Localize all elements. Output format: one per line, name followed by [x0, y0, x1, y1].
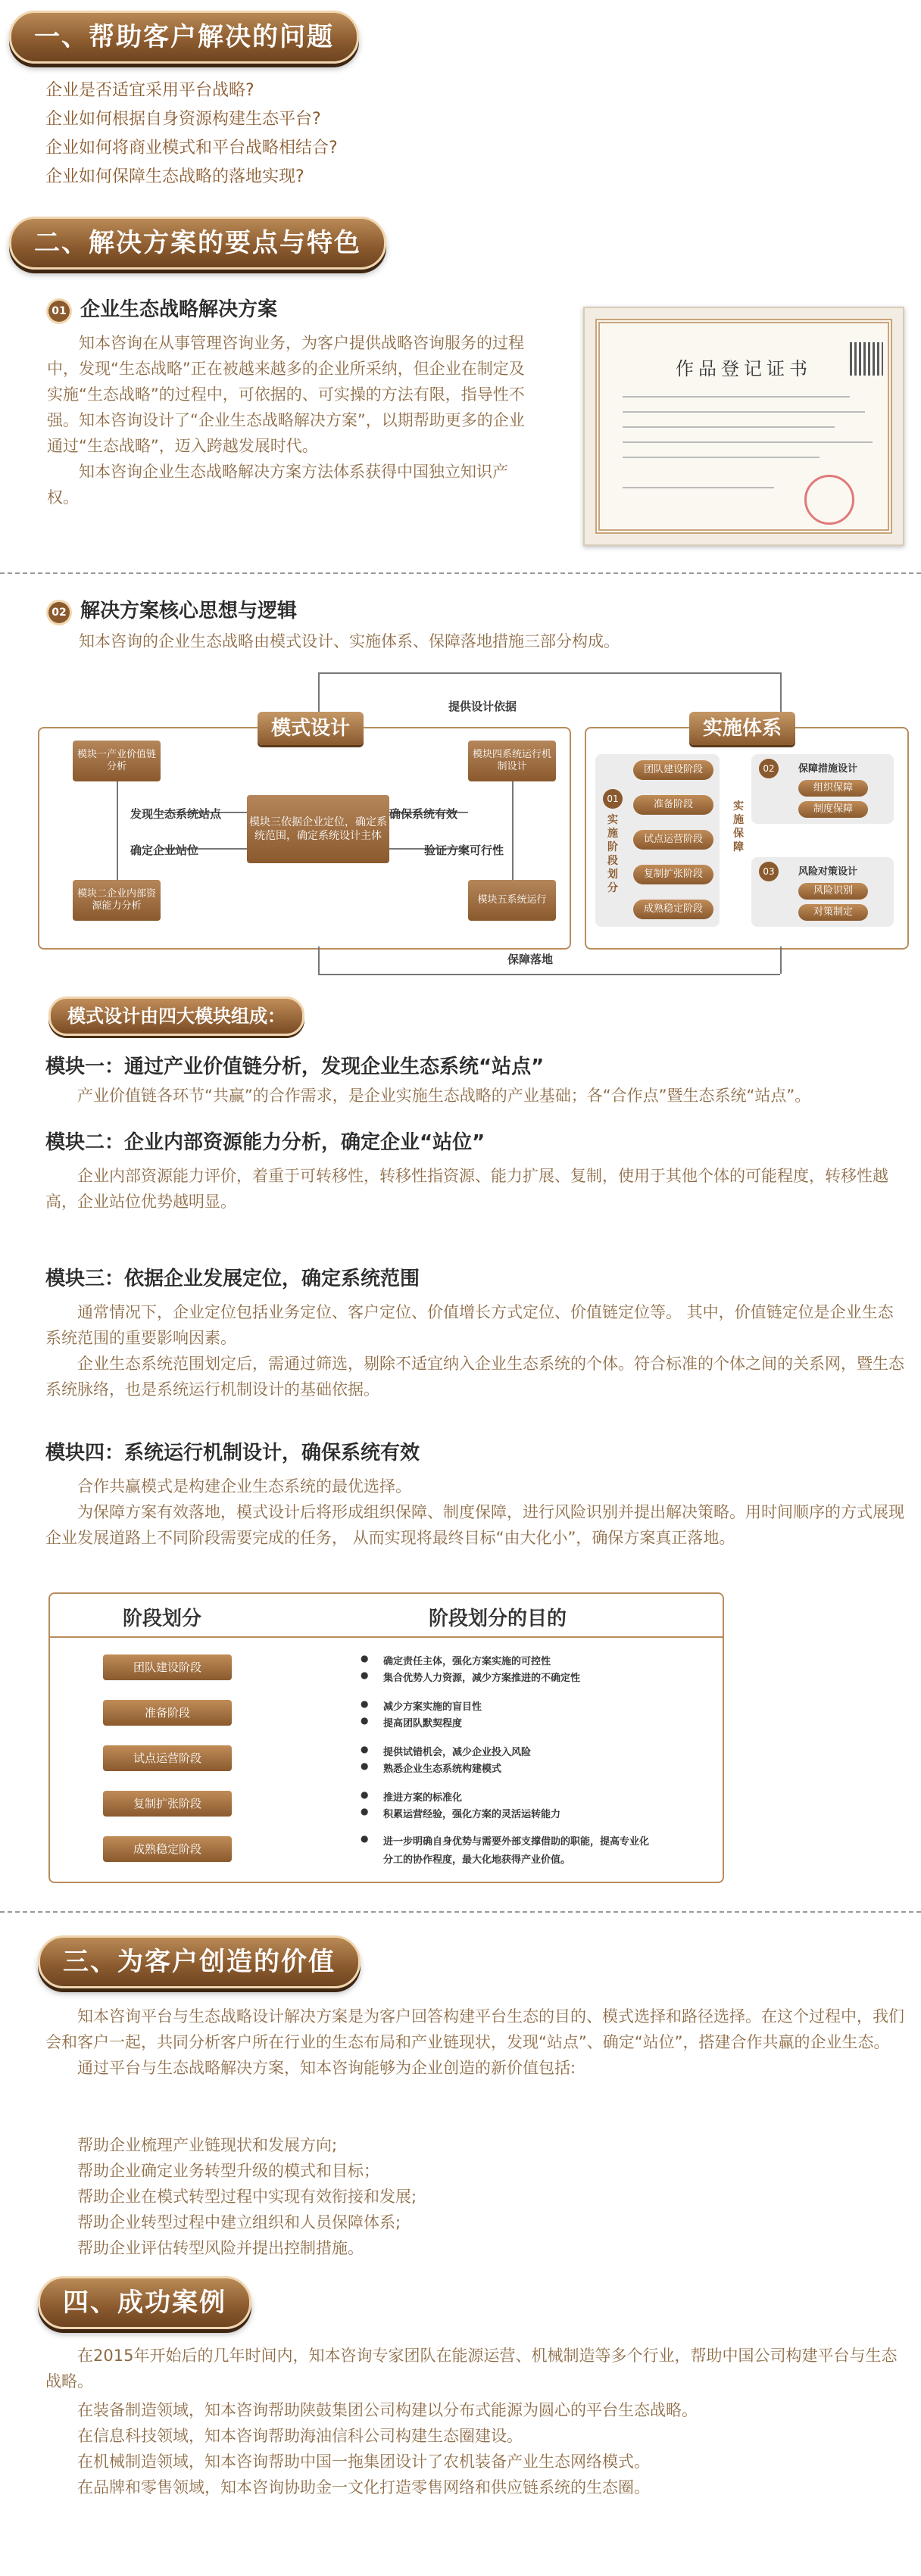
section3-paragraph: 知本咨询平台与生态战略设计解决方案是为客户回答构建平台生态的目的、模式选择和路径选择。在这个过程中，我们会和客户一起，共同分析客户所在行业的生态布局和产业链现状，发现“站点”、确定“站位”，搭建合作共赢的企业生态。	[45, 2007, 904, 2051]
table-stage-cell: 复制扩张阶段	[103, 1791, 232, 1817]
risk-circle: 03	[759, 862, 779, 881]
table-purpose-cell: ● 提高团队默契程度	[383, 1715, 462, 1729]
question-2: 企业如何根据自身资源构建生态平台?	[45, 110, 321, 129]
table-stage-cell: 准备阶段	[103, 1700, 232, 1726]
module3-text: 通常情况下，企业定位包括业务定位、客户定位、价值增长方式定位、价值链定位等。 其中，价值链定位是企业生态系统范围的重要影响因素。	[45, 1303, 894, 1347]
certificate-frame	[595, 319, 892, 534]
section1-header: 一、帮助客户解决的问题	[9, 11, 359, 64]
ensure-effective-label: 确保系统有效	[389, 807, 458, 821]
table-header-rule	[50, 1636, 723, 1638]
point1-body	[47, 330, 529, 510]
risk-pill: 对策制定	[798, 904, 868, 921]
section4-header: 四、成功案例	[38, 2276, 251, 2329]
point1-paragraph: 知本咨询在从事管理咨询业务，为客户提供战略咨询服务的过程中，发现“生态战略”正在被越来越多的企业所采纳，但企业在制定及实施“生态战略”的过程中，可依据的、可实操的方法有限，指导性不强。知本咨询设计了“企业生态战略解决方案”，以期帮助更多的企业通过“生态战略”，迈入跨越发展时代。	[47, 334, 525, 455]
module1-node: 模块一产业价值链分析	[73, 741, 161, 781]
case-item: 在装备制造领域，知本咨询帮助陕鼓集团公司构建以分布式能源为圆心的平台生态战略。	[77, 2401, 698, 2419]
point2-intro	[47, 628, 880, 654]
point2-title-text: 解决方案核心思想与逻辑	[80, 600, 298, 622]
certificate-text-line	[623, 426, 835, 428]
seal-stamp-icon	[804, 475, 854, 525]
certificate-image	[583, 307, 904, 546]
section3-paragraph: 通过平台与生态战略解决方案，知本咨询能够为企业创造的新价值包括:	[77, 2059, 576, 2077]
table-purpose-cell: ● 进一步明确自身优势与需要外部支撑借助的职能，提高专业化	[383, 1833, 649, 1848]
value-item: 帮助企业在模式转型过程中实现有效衔接和发展;	[77, 2188, 417, 2206]
module1-body	[45, 1083, 909, 1109]
table-purpose-cell: ● 提供试错机会，减少企业投入风险	[383, 1744, 531, 1758]
ensure-landing-label: 保障落地	[507, 953, 554, 966]
certificate-text-line	[623, 396, 850, 398]
case-item: 在信息科技领域，知本咨询帮助海油信科公司构建生态圈建设。	[77, 2427, 523, 2445]
connector-line	[318, 672, 780, 674]
module2-body	[45, 1163, 909, 1215]
section4-body	[45, 2343, 909, 2394]
divider	[0, 1911, 921, 1913]
guarantee-title: 保障措施设计	[798, 763, 858, 775]
table-purpose-cell: ● 推进方案的标准化	[383, 1789, 462, 1804]
module4-text: 合作共赢模式是构建企业生态系统的最优选择。	[77, 1477, 411, 1495]
table-purpose-cell: ● 减少方案实施的盲目性	[383, 1698, 482, 1713]
guarantee-circle: 02	[759, 759, 779, 778]
section4-paragraph: 在2015年开始后的几年时间内，知本咨询专家团队在能源运营、机械制造等多个行业，帮助中国公司构建平台与生态战略。	[45, 2347, 898, 2390]
phase-circle: 01	[603, 789, 623, 809]
case-item: 在品牌和零售领域，知本咨询协助金一文化打造零售网络和供应链系统的生态圈。	[77, 2478, 650, 2496]
risk-title: 风险对策设计	[798, 866, 858, 878]
phase-pill: 团队建设阶段	[633, 760, 713, 780]
point2-title	[48, 595, 297, 623]
connector-line	[780, 947, 782, 974]
section2-header: 二、解决方案的要点与特色	[9, 217, 386, 270]
module5-node: 模块五系统运行	[468, 880, 556, 921]
connector-line	[318, 947, 320, 974]
module4-text: 为保障方案有效落地，模式设计后将形成组织保障、制度保障，进行风险识别并提出解决策略。用时间顺序的方式展现企业发展道路上不同阶段需要完成的任务， 从而实现将最终目标“由大化小”，确保方案真正落地。	[45, 1503, 904, 1547]
point1-badge: 01	[48, 301, 70, 322]
table-header-purpose: 阶段划分的目的	[429, 1608, 567, 1630]
provide-basis-label: 提供设计依据	[448, 700, 517, 713]
table-stage-cell: 成熟稳定阶段	[103, 1836, 232, 1862]
connector-line	[117, 781, 118, 880]
certificate-text-line	[623, 411, 865, 413]
value-item: 帮助企业评估转型风险并提出控制措施。	[77, 2239, 364, 2257]
module3-title: 模块三：依据企业发展定位，确定系统范围	[45, 1268, 420, 1290]
section4-case-list	[77, 2397, 895, 2500]
table-stage-cell: 试点运营阶段	[103, 1745, 232, 1771]
table-purpose-cell: ● 集合优势人力资源，减少方案推进的不确定性	[383, 1670, 580, 1684]
module1-title: 模块一：通过产业价值链分析，发现企业生态系统“站点”	[45, 1056, 545, 1078]
certificate-title: 作品登记证书	[676, 358, 812, 379]
phase-pill: 试点运营阶段	[633, 830, 713, 850]
table-purpose-cell: 分工的协作程度，最大化地获得产业价值。	[383, 1854, 571, 1866]
discover-site-label: 发现生态系统站点	[130, 807, 222, 821]
value-item: 帮助企业确定业务转型升级的模式和目标；	[77, 2162, 379, 2180]
certificate-text-line	[623, 487, 774, 488]
table-header-stage: 阶段划分	[123, 1608, 202, 1630]
module2-text: 企业内部资源能力评价，着重于可转移性，转移性指资源、能力扩展、复制，使用于其他个体的可能程度，转移性越高，企业站位优势越明显。	[45, 1167, 888, 1211]
module3-body	[45, 1299, 909, 1402]
section3-body	[45, 2004, 909, 2081]
module4-node: 模块四系统运行机制设计	[468, 741, 556, 781]
certificate-text-line	[623, 441, 873, 443]
value-item: 帮助企业转型过程中建立组织和人员保障体系;	[77, 2213, 401, 2231]
question-3: 企业如何将商业模式和平台战略相结合?	[45, 139, 338, 157]
point1-paragraph: 知本咨询企业生态战略解决方案方法体系获得中国独立知识产权。	[47, 463, 508, 507]
module3-text: 企业生态系统范围划定后，需通过筛选，剔除不适宜纳入企业生态系统的个体。符合标准的个体之间的关系网，暨生态系统脉络，也是系统运行机制设计的基础依据。	[45, 1355, 904, 1399]
confirm-position-label: 确定企业站位	[130, 844, 199, 857]
risk-pill: 风险识别	[798, 883, 868, 900]
implementation-title: 实施体系	[689, 712, 795, 745]
guarantee-vertical-label: 实施保障	[733, 800, 744, 853]
question-4: 企业如何保障生态战略的落地实现?	[45, 167, 304, 186]
module2-title: 模块二：企业内部资源能力分析，确定企业“站位”	[45, 1131, 485, 1154]
case-item: 在机械制造领域，知本咨询帮助中国一拖集团设计了农机装备产业生态网络模式。	[77, 2453, 650, 2471]
certificate-text-line	[623, 457, 820, 458]
guarantee-pill: 制度保障	[798, 801, 868, 818]
table-purpose-cell: ● 确定责任主体，强化方案实施的可控性	[383, 1653, 551, 1667]
module4-body	[45, 1474, 909, 1551]
table-purpose-cell: ● 积累运营经验，强化方案的灵活运转能力	[383, 1806, 560, 1820]
phase-pill: 准备阶段	[633, 795, 713, 815]
point2-intro-text: 知本咨询的企业生态战略由模式设计、实施体系、保障落地措施三部分构成。	[79, 632, 620, 650]
connector-line	[512, 781, 514, 880]
section3-header: 三、为客户创造的价值	[38, 1935, 361, 1988]
point2-badge: 02	[48, 602, 70, 623]
divider	[0, 572, 921, 574]
section3-value-list	[77, 2132, 835, 2261]
module3-node: 模块三依据企业定位，确定系统范围，确定系统设计主体	[247, 795, 389, 863]
modules-banner: 模式设计由四大模块组成：	[48, 996, 304, 1036]
stage-table	[48, 1592, 724, 1883]
module4-title: 模块四：系统运行机制设计，确保系统有效	[45, 1442, 420, 1464]
module2-node: 模块二企业内部资源能力分析	[73, 880, 161, 921]
phase-pill: 复制扩张阶段	[633, 865, 713, 884]
point1-title-text: 企业生态战略解决方案	[80, 298, 278, 321]
value-item: 帮助企业梳理产业链现状和发展方向;	[77, 2136, 338, 2154]
connector-line	[318, 974, 780, 975]
module1-text: 产业价值链各环节“共赢”的合作需求，是企业实施生态战略的产业基础；各“合作点”暨生态系统“站点”。	[77, 1087, 811, 1105]
phase-pill: 成熟稳定阶段	[633, 900, 713, 919]
mode-design-title: 模式设计	[258, 712, 364, 745]
point1-title	[48, 294, 277, 322]
guarantee-pill: 组织保障	[798, 780, 868, 797]
table-stage-cell: 团队建设阶段	[103, 1654, 232, 1680]
verify-feasibility-label: 验证方案可行性	[424, 844, 504, 857]
table-purpose-cell: ● 熟悉企业生态系统构建模式	[383, 1760, 501, 1775]
phase-vertical-label: 实施阶段划分	[607, 814, 618, 894]
question-1: 企业是否适宜采用平台战略?	[45, 81, 254, 100]
